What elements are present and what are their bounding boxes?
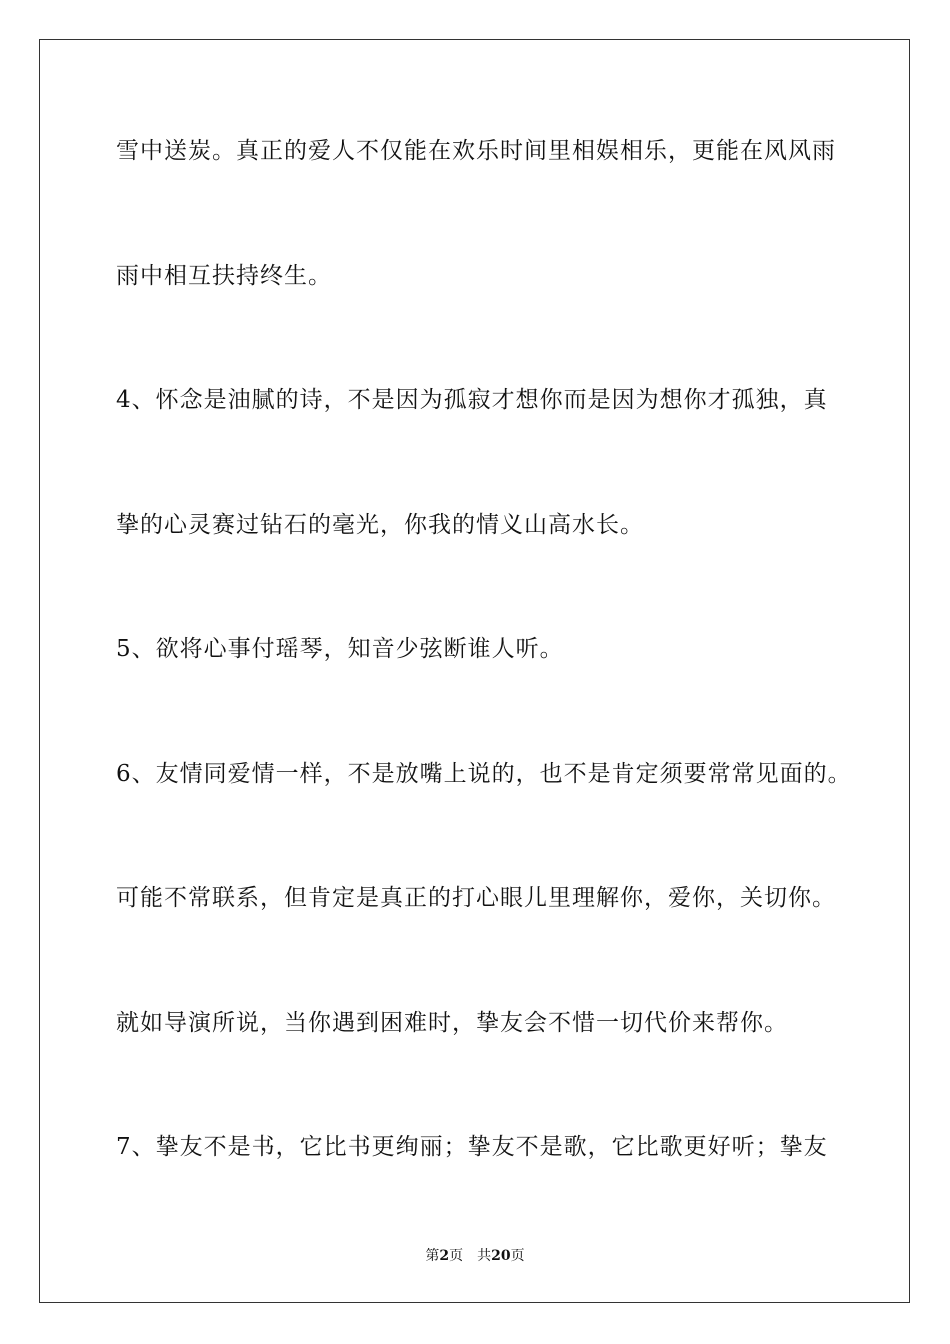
- text-line-4: 挚的心灵赛过钻石的毫光，你我的情义山高水长。: [116, 512, 644, 538]
- text-line-2: 雨中相互扶持终生。: [116, 263, 332, 289]
- page-footer: [0, 1247, 950, 1265]
- footer-total-pages: 20: [491, 1248, 511, 1264]
- footer-total-prefix: 共: [477, 1248, 492, 1264]
- text-line-5: 5、欲将心事付瑶琴，知音少弦断谁人听。: [116, 636, 564, 662]
- text-line-7: 可能不常联系，但肯定是真正的打心眼儿里理解你，爱你，关切你。: [116, 885, 836, 911]
- page-border: [39, 39, 910, 1303]
- footer-total-suffix: 页: [510, 1248, 525, 1264]
- text-line-8: 就如导演所说，当你遇到困难时，挚友会不惜一切代价来帮你。: [116, 1010, 788, 1036]
- text-line-3: 4、怀念是油腻的诗，不是因为孤寂才想你而是因为想你才孤独，真: [116, 387, 828, 413]
- text-line-6: 6、友情同爱情一样，不是放嘴上说的，也不是肯定须要常常见面的。: [116, 761, 852, 787]
- text-line-9: 7、挚友不是书，它比书更绚丽；挚友不是歌，它比歌更好听；挚友: [116, 1134, 828, 1160]
- footer-page-number: 2: [439, 1248, 450, 1264]
- footer-page-prefix: 第: [425, 1248, 440, 1264]
- footer-page-suffix: 页: [449, 1248, 464, 1264]
- text-line-1: 雪中送炭。真正的爱人不仅能在欢乐时间里相娱相乐，更能在风风雨: [116, 138, 836, 164]
